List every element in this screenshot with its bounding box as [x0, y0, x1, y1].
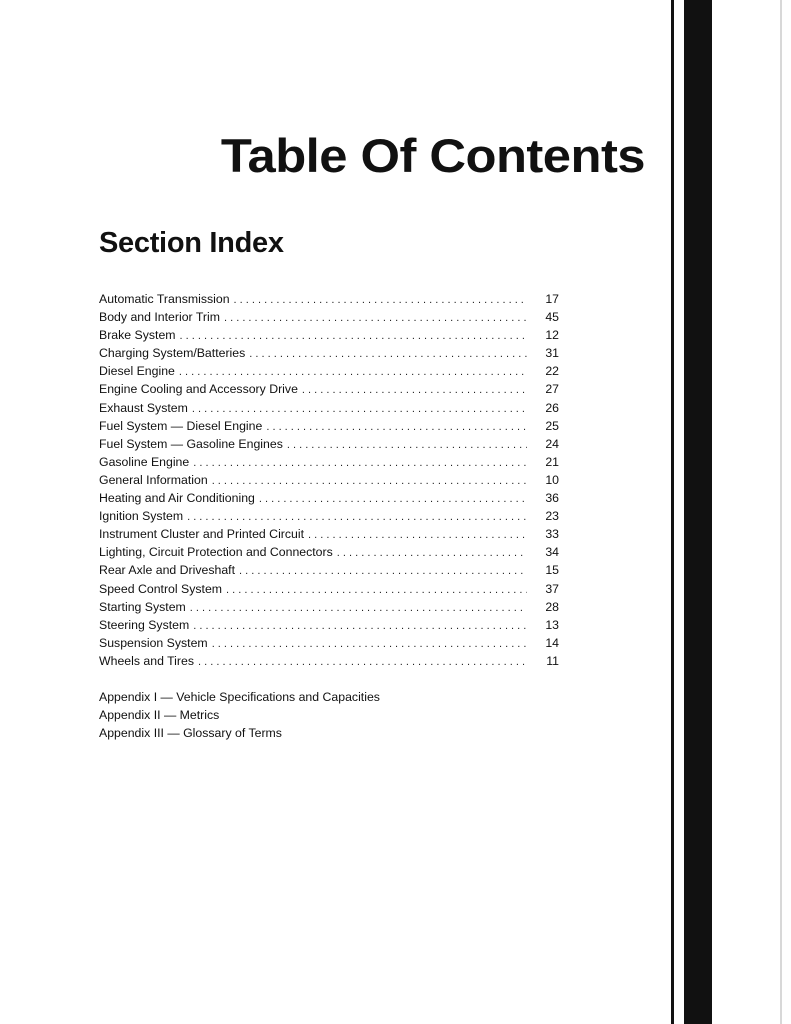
toc-entry[interactable]: [99, 652, 559, 670]
dot-leader: [193, 454, 527, 472]
page-edge-line: [780, 0, 782, 1024]
toc-entry-page-number: 36: [545, 491, 559, 506]
page-title: Table Of Contents: [220, 129, 645, 182]
dot-leader: [249, 345, 527, 363]
toc-entry[interactable]: [99, 417, 559, 435]
toc-entry-label: Engine Cooling and Accessory Drive: [99, 382, 298, 397]
dot-leader: [337, 544, 527, 562]
toc-entry[interactable]: [99, 561, 559, 579]
toc-entry-label: Fuel System — Gasoline Engines: [99, 436, 283, 451]
dot-leader: [198, 653, 527, 671]
toc-entry-label: Lighting, Circuit Protection and Connectors: [99, 545, 333, 560]
toc-entry-label: Steering System: [99, 617, 190, 632]
dot-leader: [212, 635, 527, 653]
toc-entry-page-number: 45: [545, 310, 559, 325]
toc-entry-page-number: 13: [545, 617, 559, 632]
toc-entry-page-number: 27: [545, 382, 559, 397]
toc-entry[interactable]: [99, 489, 559, 507]
toc-entry-label: Brake System: [99, 328, 176, 343]
appendix-entry[interactable]: Appendix III — Glossary of Terms: [99, 726, 282, 741]
dot-leader: [180, 327, 527, 345]
dot-leader: [302, 381, 527, 399]
toc-entry[interactable]: [99, 399, 559, 417]
toc-entry-label: Diesel Engine: [99, 364, 175, 379]
toc-entry-label: Exhaust System: [99, 400, 188, 415]
toc-entry-page-number: 22: [545, 364, 559, 379]
toc-entry-page-number: 23: [545, 509, 559, 524]
dot-leader: [259, 490, 527, 508]
toc-entry-label: General Information: [99, 472, 208, 487]
toc-entry[interactable]: [99, 362, 559, 380]
dot-leader: [234, 291, 527, 309]
dot-leader: [190, 599, 527, 617]
dot-leader: [287, 436, 527, 454]
toc-entry[interactable]: [99, 380, 559, 398]
dot-leader: [212, 472, 527, 490]
toc-entry-page-number: 34: [545, 545, 559, 560]
dot-leader: [239, 562, 527, 580]
toc-entry-label: Charging System/Batteries: [99, 346, 246, 361]
section-title: Section Index: [99, 227, 284, 259]
toc-entry-label: Ignition System: [99, 509, 184, 524]
toc-entry-page-number: 25: [545, 418, 559, 433]
toc-entry[interactable]: [99, 634, 559, 652]
toc-entry[interactable]: [99, 507, 559, 525]
toc-entry-label: Instrument Cluster and Printed Circuit: [99, 527, 305, 542]
toc-entry[interactable]: [99, 344, 559, 362]
toc-entry[interactable]: [99, 471, 559, 489]
dot-leader: [308, 526, 527, 544]
dot-leader: [226, 581, 527, 599]
toc-entry[interactable]: [99, 580, 559, 598]
toc-entry-page-number: 31: [545, 346, 559, 361]
toc-entry-label: Automatic Transmission: [99, 292, 230, 306]
toc-entry[interactable]: [99, 308, 559, 326]
dot-leader: [179, 363, 527, 381]
toc-entry-label: Wheels and Tires: [99, 653, 195, 668]
toc-list: [99, 290, 559, 670]
toc-entry-page-number: 24: [545, 436, 559, 451]
toc-entry-page-number: 33: [545, 527, 559, 542]
toc-entry[interactable]: [99, 598, 559, 616]
appendix-entry[interactable]: Appendix I — Vehicle Specifications and Capacities: [99, 690, 380, 704]
dot-leader: [266, 418, 527, 436]
toc-entry[interactable]: [99, 616, 559, 634]
toc-entry[interactable]: [99, 453, 559, 471]
toc-entry-page-number: 14: [545, 635, 559, 650]
toc-entry[interactable]: [99, 435, 559, 453]
dot-leader: [193, 617, 527, 635]
edge-bar-thick: [684, 0, 712, 1024]
toc-entry[interactable]: [99, 525, 559, 543]
toc-entry-page-number: 21: [545, 454, 559, 469]
toc-entry-label: Body and Interior Trim: [99, 310, 220, 325]
toc-entry-page-number: 28: [545, 599, 559, 614]
toc-entry-page-number: 26: [545, 400, 559, 415]
toc-entry-label: Fuel System — Diesel Engine: [99, 418, 263, 433]
toc-entry[interactable]: [99, 543, 559, 561]
toc-entry-label: Speed Control System: [99, 581, 223, 596]
dot-leader: [192, 400, 527, 418]
toc-entry[interactable]: [99, 290, 559, 308]
toc-entry-label: Heating and Air Conditioning: [99, 491, 255, 506]
appendix-entry[interactable]: Appendix II — Metrics: [99, 708, 220, 723]
toc-entry-label: Suspension System: [99, 635, 208, 650]
toc-entry-label: Gasoline Engine: [99, 454, 190, 469]
toc-entry-page-number: 17: [545, 292, 559, 306]
toc-entry-page-number: 11: [546, 653, 559, 668]
toc-entry-page-number: 15: [545, 563, 559, 578]
toc-entry-page-number: 37: [545, 581, 559, 596]
dot-leader: [224, 309, 527, 327]
dot-leader: [187, 508, 527, 526]
toc-entry-page-number: 10: [545, 472, 559, 487]
toc-entry-label: Rear Axle and Driveshaft: [99, 563, 236, 578]
edge-bar-thin: [671, 0, 674, 1024]
toc-entry-page-number: 12: [545, 328, 559, 343]
toc-entry[interactable]: [99, 326, 559, 344]
appendix-list: [99, 688, 380, 742]
toc-entry-label: Starting System: [99, 599, 186, 614]
